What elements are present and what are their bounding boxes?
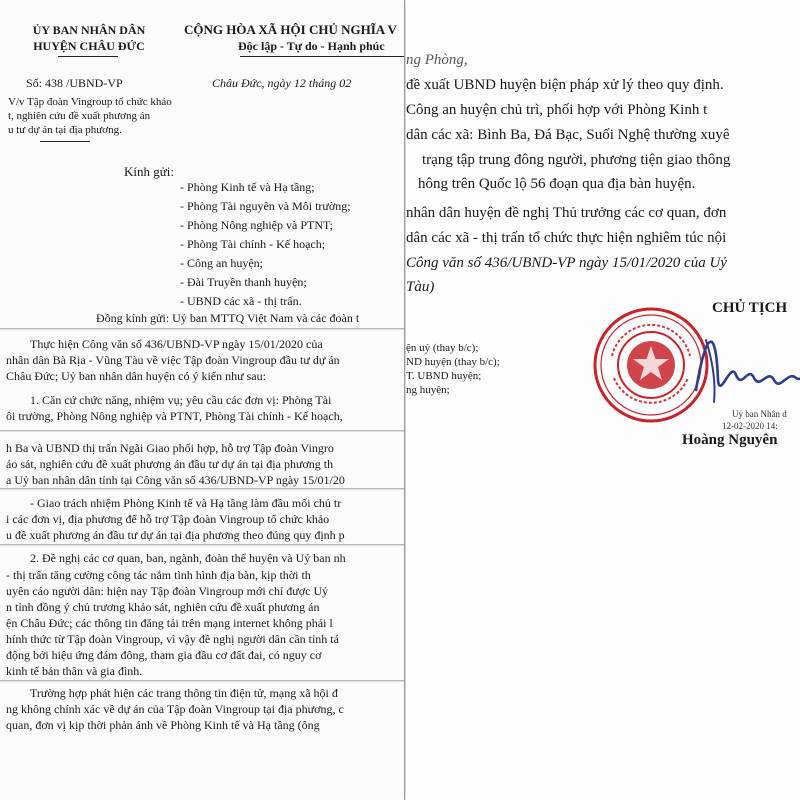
body-line: hông trên Quốc lộ 56 đoạn qua địa bàn huyện.	[418, 176, 696, 192]
recipient-item: - Đài Truyền thanh huyện;	[180, 275, 307, 289]
recipient-item: - Phòng Tài nguyên và Môi trường;	[180, 199, 351, 213]
body-line: Châu Đức; Uỷ ban nhân dân huyện có ý kiến như sau:	[6, 369, 266, 383]
body-line: nhân dân Bà Rịa - Vũng Tàu về việc Tập đoàn Vingroup đầu tư dự án	[6, 353, 340, 367]
recipient-item: - Phòng Tài chính - Kế hoạch;	[180, 237, 326, 251]
agency-name-line2: HUYỆN CHÂU ĐỨC	[33, 39, 145, 53]
national-title: CỘNG HÒA XÃ HỘI CHỦ NGHĨA V	[184, 22, 397, 37]
body-line: ện Châu Đức; các thông tin đăng tải trên mạng internet không phải l	[6, 616, 333, 630]
body-line: động bởi hiệu ứng đám đông, tham gia đầu cơ đất đai, có nguy cơ	[6, 648, 322, 662]
body-line: - Giao trách nhiệm Phòng Kinh tế và Hạ tầng làm đầu mối chủ tr	[30, 496, 342, 510]
signer-title: CHỦ TỊCH	[712, 300, 788, 316]
body-line: uyên cáo người dân: hiện nay Tập đoàn Vingroup mới chỉ được Uỷ	[6, 584, 329, 598]
cc-line: ND huyện (thay b/c);	[406, 356, 500, 368]
body-line: 1. Căn cứ chức năng, nhiệm vụ; yêu cầu các đơn vị: Phòng Tài	[30, 393, 332, 407]
fold-divider	[0, 544, 404, 546]
stamp-note-line2: 12-02-2020 14:	[722, 421, 778, 431]
body-line: quan, đơn vị kịp thời phản ánh về Phòng Kinh tế và Hạ tầng (ông	[6, 718, 320, 732]
body-line: hính thức từ Tập đoàn Vingroup, vì vậy đề nghị người dân cần tỉnh tá	[6, 632, 339, 646]
body-line: dân các xã: Bình Ba, Đá Bạc, Suối Nghệ thường xuyê	[406, 127, 730, 143]
signer-name: Hoàng Nguyên	[682, 432, 778, 448]
body-line: Trường hợp phát hiện các trang thông tin điện tử, mạng xã hội đ	[30, 686, 338, 700]
body-line: đề xuất UBND huyện biện pháp xử lý theo quy định.	[406, 77, 724, 93]
body-line: trạng tập trung đông người, phương tiện giao thông	[422, 152, 731, 168]
handwritten-signature	[676, 320, 800, 410]
body-line: u đề xuất phương án đầu tư dự án tại địa phương theo đúng quy định p	[6, 528, 345, 542]
cc-line: ng huyện;	[406, 384, 450, 396]
recipient-item: - UBND các xã - thị trấn.	[180, 294, 302, 308]
fold-divider	[0, 680, 404, 682]
recipient-item: - Phòng Nông nghiệp và PTNT;	[180, 218, 333, 232]
kinh-gui-label: Kính gửi:	[124, 164, 175, 179]
cc-line: T. UBND huyện;	[406, 370, 482, 382]
motto-underline	[240, 56, 404, 57]
body-line: Công văn số 436/UBND-VP ngày 15/01/2020 của Uỷ	[406, 255, 727, 271]
body-line: - thị trấn tăng cường công tác nắm tình hình địa bàn, kịp thời th	[6, 568, 311, 582]
body-line: i các đơn vị, địa phương để hỗ trợ Tập đoàn Vingroup tổ chức khảo	[6, 512, 330, 526]
subject-line-2: t, nghiên cứu đề xuất phương án	[8, 110, 151, 122]
body-line: ng không chính xác về dự án của Tập đoàn Vingroup tại địa phương, c	[6, 702, 344, 716]
body-line: Công an huyện chủ trì, phối hợp với Phòng Kinh t	[406, 102, 708, 118]
body-line: nhân dân huyện đề nghị Thủ trưởng các cơ quan, đơn	[406, 205, 727, 221]
subject-underline	[40, 141, 90, 142]
agency-underline	[58, 56, 118, 57]
fold-divider	[0, 328, 404, 330]
cc-line: ện uỷ (thay b/c);	[406, 342, 479, 354]
body-line: ng Phòng,	[406, 52, 468, 68]
recipient-item: - Phòng Kinh tế và Hạ tầng;	[180, 180, 315, 194]
recipient-item: - Công an huyện;	[180, 256, 263, 270]
body-line: Thực hiện Công văn số 436/UBND-VP ngày 15/01/2020 của	[30, 337, 323, 351]
fold-divider	[0, 488, 404, 490]
body-line: dân các xã - thị trấn tổ chức thực hiện nghiêm túc nội	[406, 230, 727, 246]
body-line: 2. Đề nghị các cơ quan, ban, ngành, đoàn thể huyện và Uỷ ban nh	[30, 551, 346, 565]
body-line: a Uỷ ban nhân dân tỉnh tại Công văn số 436/UBND-VP ngày 15/01/20	[6, 473, 345, 487]
body-line: ôi trường, Phòng Nông nghiệp và PTNT, Phòng Tài chính - Kế hoạch,	[6, 409, 343, 423]
place-date: Châu Đức, ngày 12 tháng 02	[212, 76, 352, 90]
fold-divider	[0, 430, 404, 432]
body-line: Tàu)	[406, 279, 435, 295]
right-document-page	[406, 0, 800, 800]
subject-line-3: u tư dự án tại địa phương.	[8, 124, 122, 136]
stamp-note-line1: Uỷ ban Nhân d	[732, 409, 787, 419]
document-number: Số: 438 /UBND-VP	[26, 76, 123, 90]
body-line: kinh tế bản thân và gia đình.	[6, 664, 143, 678]
subject-line-1: V/v Tập đoàn Vingroup tổ chức khảo	[8, 96, 172, 108]
body-line: n tỉnh đồng ý chủ trương khảo sát, nghiên cứu đề xuất phương án	[6, 600, 320, 614]
dong-kinh-gui: Đồng kính gửi: Uỷ ban MTTQ Việt Nam và các đoàn t	[96, 311, 360, 325]
national-motto: Độc lập - Tự do - Hạnh phúc	[238, 39, 385, 53]
body-line: h Ba và UBND thị trấn Ngãi Giao phối hợp, hỗ trợ Tập đoàn Vingro	[6, 441, 334, 455]
body-line: ảo sát, nghiên cứu đề xuất phương án đầu tư dự án tại địa phương th	[6, 457, 334, 471]
agency-name-line1: ỦY BAN NHÂN DÂN	[32, 23, 146, 37]
